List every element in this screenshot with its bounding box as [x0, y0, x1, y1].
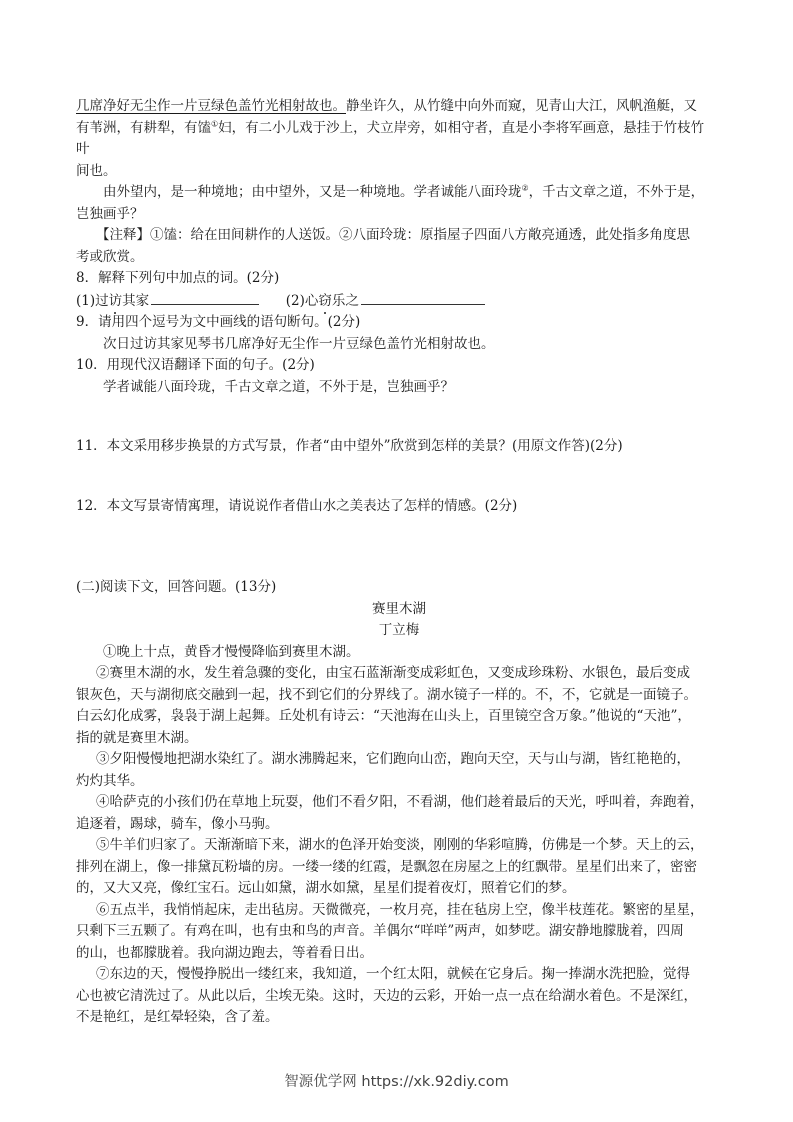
article-line: 指的就是赛里木湖。 [76, 729, 198, 746]
question-12: 12．本文写景寄情寓理，请说说作者借山水之美表达了怎样的情感。(2分) [76, 497, 518, 514]
answer-space [76, 398, 722, 436]
annotation-note: 【注释】①馌：给在田间耕作的人送饭。②八面玲珑：原指屋子四面八方敞亮通透，此处指多角度思 [96, 227, 690, 243]
questions-block [76, 268, 722, 577]
dotted-word: 窃 [318, 292, 332, 309]
passage-line: 有苇洲，有耕犁，有馌①妇，有二小儿戏于沙上，犬立岸旁，如相守者，直是小李将军画意，悬挂于竹枝竹 [76, 119, 705, 136]
article-paragraph: ①晚上十点，黄昏才慢慢降临到赛里木湖。 [103, 643, 360, 660]
passage-line: 间也。 [76, 162, 117, 179]
article-line: 追逐着，踢球，骑车，像小马驹。 [76, 815, 279, 832]
question-10-text: 学者诚能八面玲珑，千古文章之道，不外于是，岂独画乎？ [103, 378, 454, 395]
article-line: 排列在湖上，像一排黛瓦粉墙的房。一缕一缕的红霞，是飘忽在房屋之上的红飘带。星星们出来了，密密 [76, 858, 697, 875]
article-paragraph: ③夕阳慢慢地把湖水染红了。湖水沸腾起来，它们跑向山峦，跑向天空，天与山与湖，皆红艳艳的， [96, 751, 690, 767]
article-paragraph: ⑤牛羊们归家了。天渐渐暗下来，湖水的色泽开始变淡，刚刚的华彩喧腾，仿佛是一个梦。天上的云， [96, 837, 704, 853]
dotted-word: 访 [108, 292, 123, 309]
underlined-sentence: 几席净好无尘作一片豆绿色盖竹光相射故也。 [76, 98, 346, 114]
section-heading: (二)阅读下文，回答问题。(13分) [76, 579, 277, 595]
answer-space [76, 458, 722, 496]
answer-blank[interactable] [151, 290, 259, 305]
article-author: 丁立梅 [378, 622, 420, 638]
passage-excerpt [76, 96, 722, 268]
article-line: 银灰色，天与湖彻底交融到一起，找不到它们的分界线了。湖水镜子一样的。不，不，它就是一面镜子。 [76, 686, 697, 703]
question-11: 11．本文采用移步换景的方式写景，作者“由中望外”欣赏到怎样的美景？(用原文作答)(2分) [76, 438, 623, 454]
article-line: 的，又大又亮，像红宝石。远山如黛，湖水如黛，星星们提着夜灯，照着它们的梦。 [76, 880, 576, 896]
passage-line: 岂独画乎？ [76, 205, 144, 222]
answer-blank[interactable] [361, 290, 485, 305]
passage-line: 叶 [76, 141, 90, 157]
article-line: 心也被它清洗过了。从此以后，尘埃无染。这时，天边的云彩，开始一点一点在给湖水着色。不是深红， [76, 987, 697, 1004]
article-paragraph: ⑦东边的天，慢慢挣脱出一缕红来，我知道，一个红太阳，就候在它身后。掬一捧湖水洗把脸，觉得 [96, 966, 690, 982]
article-line: 不是艳红，是红晕轻染，含了羞。 [76, 1009, 279, 1025]
passage-line: 几席净好无尘作一片豆绿色盖竹光相射故也。静坐许久，从竹缝中向外而窥，见青山大江，风帆渔艇，又 [76, 98, 697, 114]
answer-space [76, 517, 722, 577]
reading-section-2 [76, 577, 722, 1029]
passage-line: 由外望内，是一种境地；由中望外，又是一种境地。学者诚能八面玲珑②，千古文章之道，不外于是， [103, 183, 705, 200]
article-line: 只剩下三五颗了。有鸡在叫，也有虫和鸟的声音。羊偶尔“咩咩”两声，如梦呓。湖安静地朦胧着，四周 [76, 923, 684, 939]
question-9-text: 次日过访其家见琴书几席净好无尘作一片豆绿色盖竹光相射故也。 [103, 335, 495, 352]
question-8: 8．解释下列句中加点的词。(2分) [76, 270, 280, 286]
footnote-mark: ② [521, 183, 529, 193]
article-line: 白云幻化成雾，袅袅于湖上起舞。丘处机有诗云：“天池海在山头上，百里镜空含万象。”他说的“天池”， [76, 708, 691, 724]
article-paragraph: ④哈萨克的小孩们仍在草地上玩耍，他们不看夕阳，不看湖，他们趁着最后的天光，呼叫着，奔跑着， [96, 794, 704, 810]
annotation-note: 考或欣赏。 [76, 248, 144, 265]
article-line: 灼灼其华。 [76, 772, 144, 789]
question-8-items: (1)过访其家 (2)心窃乐之 [76, 290, 722, 313]
footnote-mark: ① [211, 119, 219, 128]
article-title: 赛里木湖 [372, 600, 426, 617]
question-9: 9．请用四个逗号为文中画线的语句断句。(2分) [76, 314, 361, 330]
article-paragraph: ⑥五点半，我悄悄起床，走出毡房。天微微亮，一枚月亮，挂在毡房上空，像半枝莲花。繁密的星星， [96, 901, 704, 918]
question-10: 10．用现代汉语翻译下面的句子。(2分) [76, 357, 315, 373]
article-paragraph: ②赛里木湖的水，发生着急骤的变化，由宝石蓝渐渐变成彩虹色，又变成珍珠粉、水银色，最后变成 [96, 665, 690, 681]
site-footer-watermark: 智源优学网 https://xk.92diy.com [284, 1074, 509, 1090]
document-page [76, 96, 722, 1029]
article-line: 的山，也都朦胧着。我向湖边跑去，等着看日出。 [76, 944, 373, 961]
